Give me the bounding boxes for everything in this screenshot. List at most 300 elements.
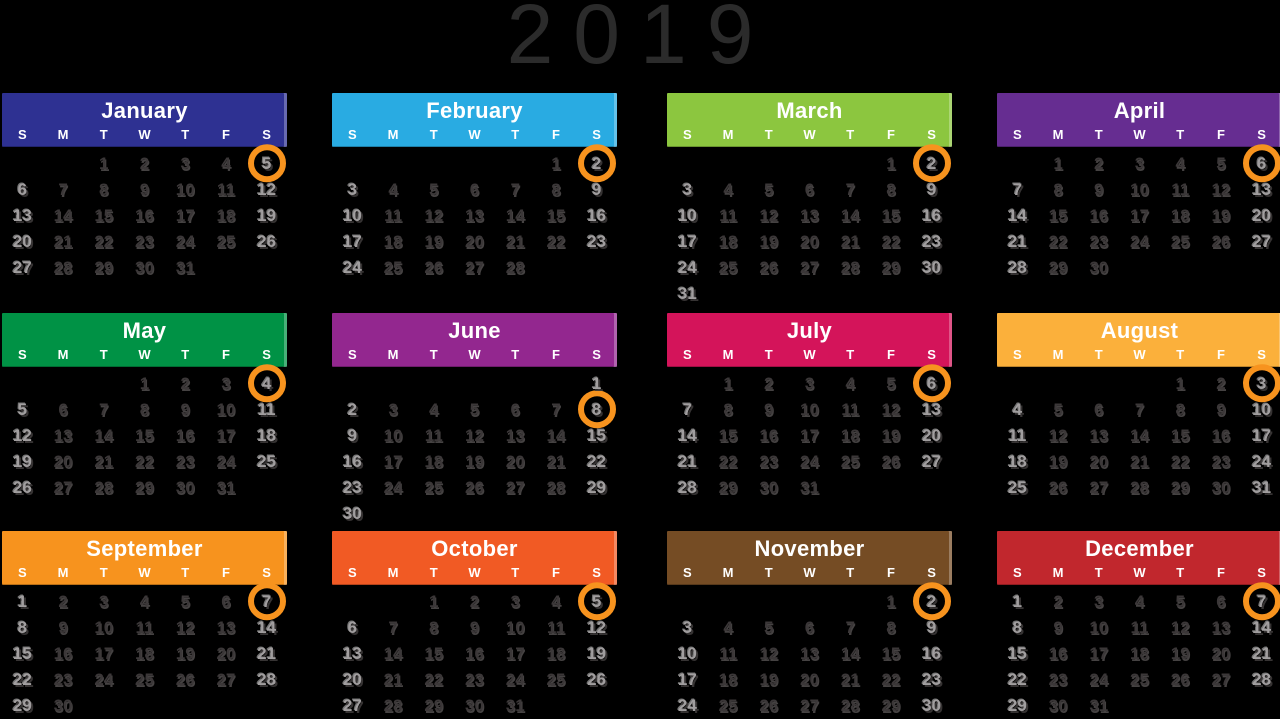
date-number: 28 [257, 670, 277, 689]
date-number: 11 [1008, 426, 1027, 445]
month-march [667, 93, 952, 307]
date-cell [1160, 475, 1201, 501]
date-number: 22 [546, 232, 566, 251]
date-cell [1201, 151, 1242, 177]
date-number: 28 [53, 258, 73, 277]
date-cell [1038, 229, 1079, 255]
date-number: 2 [591, 154, 602, 173]
date-cell [413, 475, 454, 501]
date-cell [1119, 615, 1160, 641]
day-label: T [846, 127, 855, 142]
date-cell [871, 255, 912, 281]
day-label: M [722, 565, 734, 580]
date-number: 5 [17, 400, 28, 419]
date-cell [332, 667, 373, 693]
date-number: 29 [587, 478, 607, 497]
date-cell [332, 177, 373, 203]
date-number: 28 [1252, 670, 1272, 689]
date-cell [206, 177, 247, 203]
date-cell [165, 255, 206, 281]
date-number: 27 [800, 696, 819, 715]
date-cell [206, 475, 247, 501]
date-number: 26 [587, 670, 607, 689]
date-cell [1078, 693, 1119, 719]
day-label: S [683, 347, 692, 362]
date-cell [2, 423, 43, 449]
date-cell [997, 203, 1038, 229]
empty-cell [997, 371, 1038, 397]
day-label: W [1133, 347, 1146, 362]
date-cell [246, 371, 287, 397]
date-number: 11 [257, 400, 276, 419]
day-label: M [722, 347, 734, 362]
date-cell [911, 423, 952, 449]
date-cell [830, 203, 871, 229]
empty-cell [708, 151, 749, 177]
date-number: 4 [1175, 154, 1185, 173]
date-number: 26 [175, 670, 195, 689]
date-cell [1038, 589, 1079, 615]
empty-cell [373, 589, 414, 615]
date-number: 9 [139, 180, 150, 199]
empty-cell [911, 475, 952, 501]
date-cell [911, 615, 952, 641]
date-cell [413, 423, 454, 449]
date-cell [1078, 177, 1119, 203]
date-number: 31 [1089, 696, 1109, 715]
date-number: 6 [510, 400, 520, 419]
date-number: 18 [257, 426, 277, 445]
date-cell [43, 255, 84, 281]
date-cell [1201, 615, 1242, 641]
date-number: 14 [1007, 206, 1027, 225]
date-number: 20 [53, 452, 73, 471]
date-number: 25 [840, 452, 860, 471]
date-cell [124, 589, 165, 615]
empty-cell [1241, 693, 1280, 719]
date-cell [332, 641, 373, 667]
date-number: 5 [764, 618, 774, 637]
date-cell [1078, 589, 1119, 615]
weekday-labels-row [667, 344, 952, 365]
date-cell [789, 475, 830, 501]
month-name: September [86, 536, 203, 561]
date-number: 22 [587, 452, 607, 471]
date-number: 21 [546, 452, 566, 471]
date-number: 6 [804, 180, 815, 199]
date-cell [495, 229, 536, 255]
date-cell [871, 641, 912, 667]
date-number: 26 [759, 258, 779, 277]
date-cell [1241, 589, 1280, 615]
date-cell [748, 693, 789, 719]
date-number: 16 [342, 452, 362, 471]
day-label: T [1094, 347, 1103, 362]
date-number: 14 [1130, 426, 1149, 445]
date-number: 30 [922, 696, 942, 715]
day-label: M [1052, 127, 1064, 142]
date-cell [1038, 475, 1079, 501]
date-cell [1160, 423, 1201, 449]
date-number: 5 [1216, 154, 1226, 173]
date-cell [1119, 423, 1160, 449]
date-cell [830, 229, 871, 255]
date-number: 31 [505, 696, 525, 715]
date-number: 9 [1094, 180, 1104, 199]
dates-grid [2, 151, 287, 281]
empty-cell [667, 151, 708, 177]
date-number: 26 [1211, 232, 1231, 251]
day-label: S [683, 565, 692, 580]
date-number: 6 [926, 374, 937, 393]
date-cell [911, 693, 952, 719]
date-number: 17 [1089, 644, 1109, 663]
date-cell [536, 151, 577, 177]
date-number: 9 [469, 618, 480, 637]
empty-cell [667, 371, 708, 397]
date-number: 9 [926, 618, 937, 637]
date-cell [43, 397, 84, 423]
date-cell [871, 423, 912, 449]
date-number: 14 [1252, 618, 1272, 637]
date-cell [495, 423, 536, 449]
date-cell [1201, 177, 1242, 203]
date-number: 1 [429, 592, 439, 611]
date-cell [536, 449, 577, 475]
empty-cell [83, 371, 124, 397]
month-june [332, 313, 617, 527]
date-cell [1038, 203, 1079, 229]
date-number: 29 [94, 258, 114, 277]
date-cell [536, 423, 577, 449]
date-number: 13 [53, 426, 73, 445]
date-cell [206, 151, 247, 177]
date-number: 27 [1089, 478, 1109, 497]
empty-cell [536, 693, 577, 719]
date-number: 16 [922, 644, 942, 663]
date-cell [1201, 589, 1242, 615]
date-number: 28 [94, 478, 114, 497]
date-cell [708, 229, 749, 255]
date-number: 27 [1252, 232, 1272, 251]
date-cell [1119, 151, 1160, 177]
month-name: January [101, 98, 188, 123]
date-cell [911, 151, 952, 177]
date-cell [83, 423, 124, 449]
date-number: 19 [587, 644, 607, 663]
empty-cell [1201, 693, 1242, 719]
date-number: 19 [257, 206, 277, 225]
date-cell [536, 203, 577, 229]
empty-cell [2, 151, 43, 177]
date-cell [83, 177, 124, 203]
date-cell [83, 589, 124, 615]
date-cell [748, 423, 789, 449]
date-number: 15 [135, 426, 154, 445]
date-cell [576, 203, 617, 229]
day-label: S [18, 347, 27, 362]
date-cell [124, 371, 165, 397]
day-label: M [57, 127, 69, 142]
date-number: 30 [1089, 258, 1109, 277]
date-cell [708, 615, 749, 641]
date-cell [748, 177, 789, 203]
date-number: 30 [1211, 478, 1231, 497]
date-cell [43, 667, 84, 693]
date-number: 23 [53, 670, 73, 689]
dates-grid [997, 371, 1280, 501]
date-number: 23 [342, 478, 362, 497]
date-number: 28 [1130, 478, 1149, 497]
date-number: 22 [881, 670, 901, 689]
date-number: 25 [546, 670, 566, 689]
day-label: T [181, 347, 190, 362]
date-number: 11 [424, 426, 443, 445]
date-number: 4 [388, 180, 398, 199]
date-number: 9 [180, 400, 190, 419]
date-cell [124, 667, 165, 693]
date-cell [1078, 641, 1119, 667]
dates-grid [332, 151, 617, 281]
date-number: 16 [587, 206, 607, 225]
date-cell [1078, 203, 1119, 229]
date-cell [789, 203, 830, 229]
weekday-labels-row [332, 124, 617, 145]
date-cell [1119, 449, 1160, 475]
date-number: 5 [1175, 592, 1185, 611]
date-number: 21 [383, 670, 403, 689]
month-february [332, 93, 617, 281]
day-label: S [1257, 565, 1266, 580]
date-number: 27 [922, 452, 942, 471]
date-cell [1201, 371, 1242, 397]
date-number: 18 [135, 644, 154, 663]
empty-cell [246, 475, 287, 501]
day-label: F [1216, 127, 1225, 142]
date-number: 21 [1130, 452, 1149, 471]
date-cell [911, 667, 952, 693]
date-number: 23 [922, 670, 942, 689]
date-cell [576, 449, 617, 475]
date-cell [124, 203, 165, 229]
date-number: 14 [546, 426, 566, 445]
date-number: 23 [1048, 670, 1068, 689]
date-number: 23 [135, 232, 154, 251]
date-number: 4 [845, 374, 855, 393]
date-cell [1038, 255, 1079, 281]
date-cell [165, 475, 206, 501]
date-cell [206, 615, 247, 641]
weekday-labels-row [667, 124, 952, 145]
date-number: 1 [551, 154, 561, 173]
date-cell [124, 177, 165, 203]
date-number: 15 [881, 644, 901, 663]
date-number: 27 [53, 478, 73, 497]
date-cell [830, 641, 871, 667]
date-cell [871, 615, 912, 641]
dates-grid [332, 371, 617, 527]
date-number: 22 [12, 670, 32, 689]
date-number: 11 [384, 206, 403, 225]
date-cell [246, 641, 287, 667]
empty-cell [748, 281, 789, 307]
date-cell [576, 229, 617, 255]
date-number: 6 [804, 618, 815, 637]
date-cell [1160, 589, 1201, 615]
month-name: March [776, 98, 843, 123]
date-number: 9 [1053, 618, 1063, 637]
date-number: 11 [841, 400, 860, 419]
date-number: 20 [800, 232, 819, 251]
date-number: 15 [718, 426, 738, 445]
date-cell [1201, 641, 1242, 667]
date-cell [43, 641, 84, 667]
date-cell [1160, 371, 1201, 397]
date-number: 28 [546, 478, 566, 497]
weekday-labels-row [2, 562, 287, 583]
date-cell [2, 397, 43, 423]
date-cell [789, 641, 830, 667]
date-number: 18 [424, 452, 444, 471]
date-number: 6 [221, 592, 231, 611]
day-label: F [886, 565, 895, 580]
date-cell [373, 177, 414, 203]
date-cell [576, 615, 617, 641]
date-cell [1038, 615, 1079, 641]
date-cell [911, 641, 952, 667]
date-number: 2 [347, 400, 358, 419]
date-cell [667, 667, 708, 693]
date-number: 17 [677, 232, 697, 251]
date-number: 18 [1130, 644, 1149, 663]
date-cell [2, 589, 43, 615]
date-number: 27 [342, 696, 362, 715]
day-label: S [1013, 127, 1022, 142]
empty-cell [536, 255, 577, 281]
date-cell [373, 423, 414, 449]
weekday-labels-row [2, 344, 287, 365]
date-number: 24 [216, 452, 236, 471]
month-december [997, 531, 1280, 719]
date-cell [667, 449, 708, 475]
empty-cell [536, 371, 577, 397]
date-number: 20 [800, 670, 819, 689]
date-number: 3 [682, 180, 693, 199]
date-cell [830, 397, 871, 423]
date-number: 17 [216, 426, 236, 445]
date-cell [495, 397, 536, 423]
date-cell [2, 641, 43, 667]
day-label: T [429, 347, 438, 362]
date-number: 26 [1048, 478, 1068, 497]
date-cell [789, 177, 830, 203]
month-header [667, 313, 952, 367]
date-cell [332, 423, 373, 449]
date-cell [206, 371, 247, 397]
date-number: 10 [505, 618, 525, 637]
date-number: 15 [1048, 206, 1068, 225]
date-number: 30 [135, 258, 154, 277]
day-label: T [1094, 127, 1103, 142]
day-label: T [1094, 565, 1103, 580]
date-cell [2, 177, 43, 203]
date-cell [332, 255, 373, 281]
date-cell [748, 371, 789, 397]
empty-cell [576, 255, 617, 281]
date-number: 6 [1256, 154, 1267, 173]
date-number: 11 [719, 644, 738, 663]
date-cell [454, 229, 495, 255]
date-number: 29 [1170, 478, 1190, 497]
date-cell [1038, 177, 1079, 203]
date-number: 18 [216, 206, 236, 225]
date-cell [454, 693, 495, 719]
date-number: 28 [840, 258, 860, 277]
date-number: 14 [94, 426, 114, 445]
date-cell [708, 177, 749, 203]
date-number: 28 [1007, 258, 1027, 277]
date-cell [2, 255, 43, 281]
empty-cell [576, 501, 617, 527]
date-number: 27 [12, 258, 32, 277]
date-number: 2 [1216, 374, 1226, 393]
day-label: W [1133, 127, 1146, 142]
day-label: W [803, 565, 816, 580]
date-cell [1038, 397, 1079, 423]
date-number: 12 [1170, 618, 1190, 637]
date-number: 4 [261, 374, 272, 393]
date-number: 1 [1053, 154, 1063, 173]
date-cell [789, 423, 830, 449]
date-cell [1078, 667, 1119, 693]
empty-cell [454, 501, 495, 527]
date-cell [165, 641, 206, 667]
month-header [997, 313, 1280, 367]
date-number: 25 [216, 232, 236, 251]
date-number: 13 [800, 644, 819, 663]
day-label: F [221, 565, 230, 580]
date-cell [997, 589, 1038, 615]
date-cell [708, 667, 749, 693]
date-cell [1038, 151, 1079, 177]
empty-cell [413, 501, 454, 527]
date-cell [454, 423, 495, 449]
date-cell [1119, 589, 1160, 615]
date-cell [43, 449, 84, 475]
date-number: 31 [216, 478, 236, 497]
date-number: 17 [1252, 426, 1272, 445]
date-number: 9 [591, 180, 602, 199]
date-cell [413, 693, 454, 719]
day-label: M [57, 565, 69, 580]
date-cell [454, 615, 495, 641]
date-cell [708, 449, 749, 475]
date-number: 20 [12, 232, 32, 251]
date-number: 17 [677, 670, 697, 689]
date-number: 15 [881, 206, 901, 225]
date-cell [871, 229, 912, 255]
date-cell [332, 693, 373, 719]
date-number: 30 [759, 478, 779, 497]
date-cell [206, 667, 247, 693]
date-cell [413, 667, 454, 693]
empty-cell [246, 693, 287, 719]
empty-cell [373, 151, 414, 177]
day-label: T [99, 127, 108, 142]
date-number: 4 [221, 154, 231, 173]
date-number: 12 [257, 180, 277, 199]
day-label: W [138, 347, 151, 362]
